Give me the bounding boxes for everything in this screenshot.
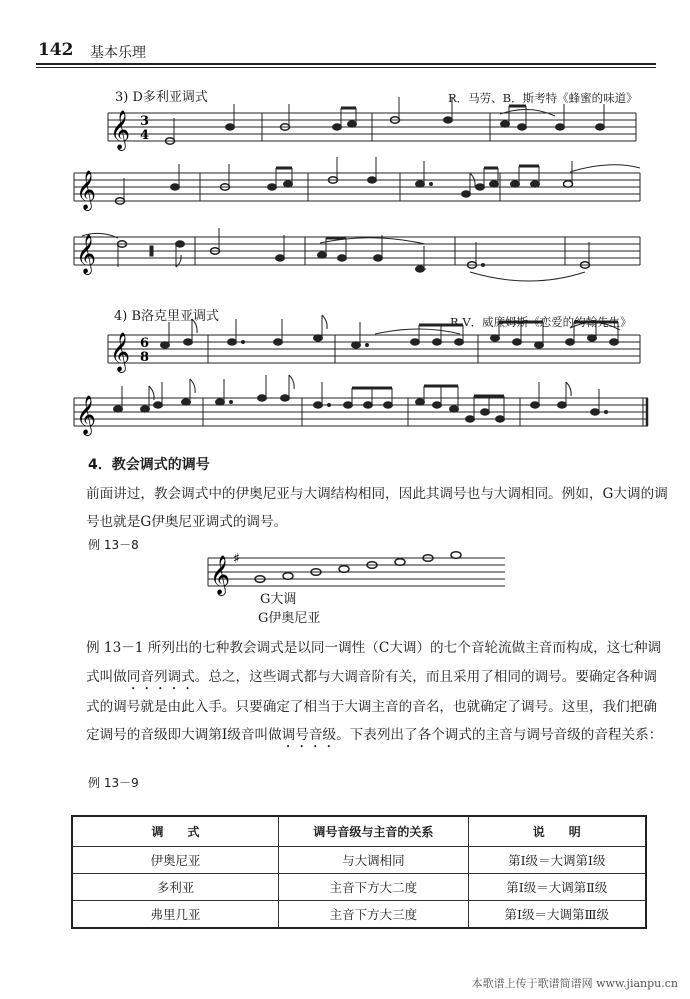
running-title: 基本乐理 (90, 45, 146, 61)
time-signature-top-2: 6 (140, 336, 150, 351)
cell-mode: 弗里几亚 (72, 901, 279, 929)
example-13-9-label: 例 13－9 (88, 776, 139, 790)
cell-relation: 主音下方大三度 (279, 901, 468, 929)
header-mode: 调 式 (72, 816, 279, 847)
table-row (72, 901, 646, 929)
treble-clef-icon-3: 𝄞 (76, 234, 97, 274)
cell-relation: 与大调相同 (279, 847, 468, 874)
sharp-icon: ♯ (233, 551, 240, 567)
staff-3-notes (82, 228, 590, 281)
treble-clef-icon-6: 𝄞 (210, 555, 231, 595)
staff-1-notes (166, 97, 605, 144)
locrian-example-label: 4) B洛克里亚调式 (114, 309, 220, 324)
dorian-credit: R．马劳、B．斯考特《蜂蜜的味道》 (448, 91, 638, 105)
treble-clef-icon-2: 𝄞 (76, 170, 97, 210)
time-signature-bottom: 4 (140, 128, 150, 143)
treble-clef-icon: 𝄞 (110, 110, 131, 150)
table-row (72, 874, 646, 901)
dorian-example-label: 3) D多利亚调式 (115, 90, 208, 105)
staff-2-notes (116, 157, 641, 204)
footer-watermark: 本歌谱上传于歌谱简谱网 www.jianpu.cn (471, 977, 678, 990)
treble-clef-icon-4: 𝄞 (110, 332, 131, 372)
term-key-signature-degree: 调号音级 (281, 727, 337, 743)
staff-2 (74, 173, 640, 201)
staff-5-notes (114, 375, 608, 422)
page-number: 142 (38, 40, 74, 60)
g-major-scale-staff (200, 548, 520, 608)
paragraph-2-text-a: 例 13－1 所列出的七种教会调式是以同一调性（C大调）的七个音轮流做主音而构成，这七种调式叫做 (86, 640, 662, 685)
paragraph-1: 前面讲过，教会调式中的伊奥尼亚与大调结构相同，因此其调号也与大调相同。例如，G大调的调号也就是G伊奥尼亚调式的调号。 (86, 486, 668, 530)
time-signature-top: 3 (140, 114, 150, 129)
treble-clef-icon-5: 𝄞 (76, 395, 97, 435)
section-heading: 4．教会调式的调号 (88, 457, 210, 473)
header-note: 说 明 (468, 816, 646, 847)
table-header-row (72, 816, 646, 847)
locrian-credit: R.V．威廉姆斯《恋爱的约翰先生》 (450, 315, 632, 329)
term-same-scale-modes: 同音列调式 (126, 668, 195, 685)
caption-g-ionian: G伊奥尼亚 (258, 611, 321, 626)
cell-mode: 伊奥尼亚 (72, 847, 279, 874)
paragraph-2 (86, 634, 668, 751)
cell-mode: 多利亚 (72, 874, 279, 901)
music-notation-area (0, 0, 690, 460)
table-row (72, 847, 646, 874)
paragraph-2-text-c: 。下表列出了各个调式的主音与调号音级的音程关系： (336, 727, 663, 743)
cell-note: 第Ⅰ级＝大调第Ⅰ级 (468, 847, 646, 874)
paragraph-2-text-b: 。总之，这些调式都与大调音阶有关，而且采用了相同的调号。要确定各种调式的调号就是由此入手。只要确定了相当于大调主音的音名，也就确定了调号。这里，我们把确定调号的音级即大调第Ⅰ级音叫做 (86, 668, 657, 743)
staff-3 (74, 237, 640, 265)
time-signature-bottom-2: 8 (140, 350, 150, 365)
caption-g-major: G大调 (260, 592, 297, 607)
header-relation: 调号音级与主音的关系 (279, 816, 468, 847)
mode-key-signature-table (71, 815, 647, 929)
cell-note: 第Ⅰ级＝大调第Ⅱ级 (468, 874, 646, 901)
example-13-8-label: 例 13－8 (88, 538, 139, 552)
cell-note: 第Ⅰ级＝大调第Ⅲ级 (468, 901, 646, 929)
cell-relation: 主音下方大二度 (279, 874, 468, 901)
